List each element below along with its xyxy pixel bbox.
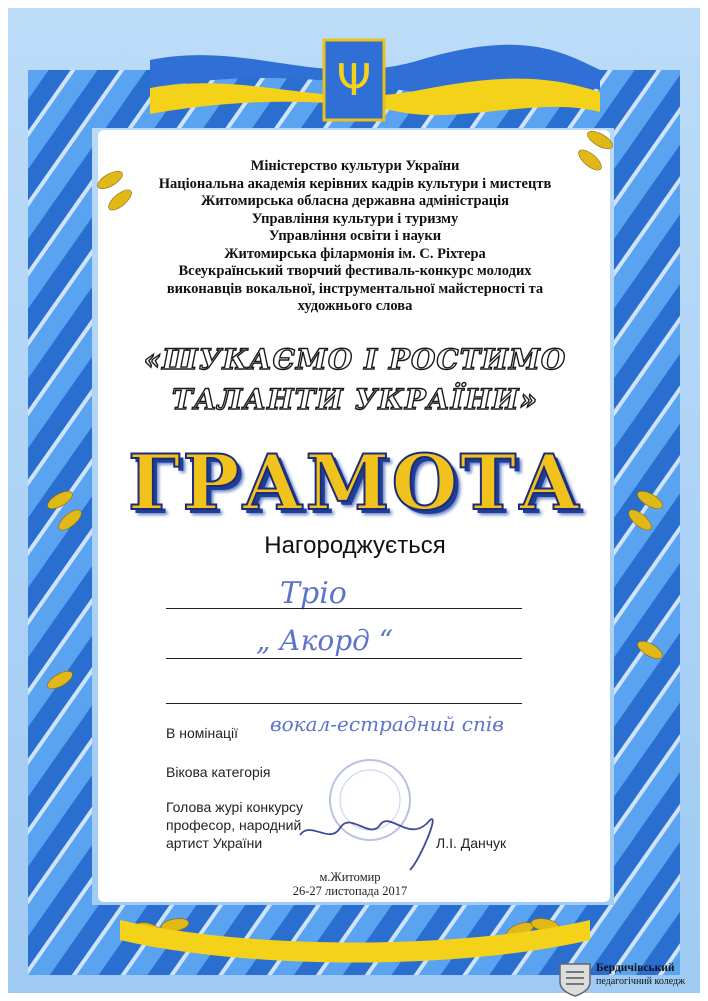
recipient-line2: „ Акорд “ <box>256 624 394 657</box>
watermark-logo <box>556 960 706 1000</box>
header-line: Всеукраїнський творчий фестиваль-конкурс молодих <box>178 263 532 279</box>
footer-date: 26-27 листопада 2017 <box>292 884 408 898</box>
signatory-title <box>166 798 303 852</box>
issuer-header <box>110 158 600 316</box>
recipient-underline-1 <box>166 608 522 609</box>
age-category-label: Вікова категорія <box>166 764 271 780</box>
footer <box>200 870 500 898</box>
header-line: Управління освіти і науки <box>268 228 442 244</box>
header-line: Управління культури і туризму <box>251 210 459 227</box>
document-title: ГРАМОТА <box>127 438 583 527</box>
nomination-value: вокал-естрадний спів <box>270 712 504 736</box>
signatory-name: Л.І. Данчук <box>436 835 507 851</box>
header-line: Національна академія керівних кадрів культури і мистецтв <box>158 175 552 192</box>
header-line: Житомирська обласна державна адміністрація <box>200 193 509 209</box>
header-line: виконавців вокальної, інструментальної майстерності та <box>166 280 544 297</box>
svg-text:Ψ: Ψ <box>336 55 372 106</box>
header-line: Міністерство культури України <box>250 158 460 174</box>
signatory-line2: професор, народний <box>166 817 302 833</box>
header-line: Житомирська філармонія ім. С. Ріхтера <box>224 245 486 262</box>
recipient-underline-3 <box>166 703 522 704</box>
footer-city: м.Житомир <box>319 870 381 884</box>
college-emblem-icon <box>558 962 592 998</box>
watermark-text <box>596 962 685 988</box>
recipient-line1: Тріо <box>280 576 347 611</box>
header-line: художнього слова <box>297 298 413 314</box>
festival-title <box>120 340 590 420</box>
festival-title-line1: «ШУКАЄМО І РОСТИМО <box>143 343 567 376</box>
watermark-line1: Бердичівський <box>596 962 675 974</box>
recipient-underline-2 <box>166 658 522 659</box>
watermark-line2: педагогічний коледж <box>596 976 686 987</box>
signatory-line1: Голова журі конкурсу <box>166 799 304 815</box>
awarded-label: Нагороджується <box>264 532 446 559</box>
festival-title-line2: ТАЛАНТИ УКРАЇНИ» <box>171 383 539 416</box>
nomination-label: В номінації <box>166 725 239 741</box>
signatory-line3: артист України <box>166 835 263 851</box>
